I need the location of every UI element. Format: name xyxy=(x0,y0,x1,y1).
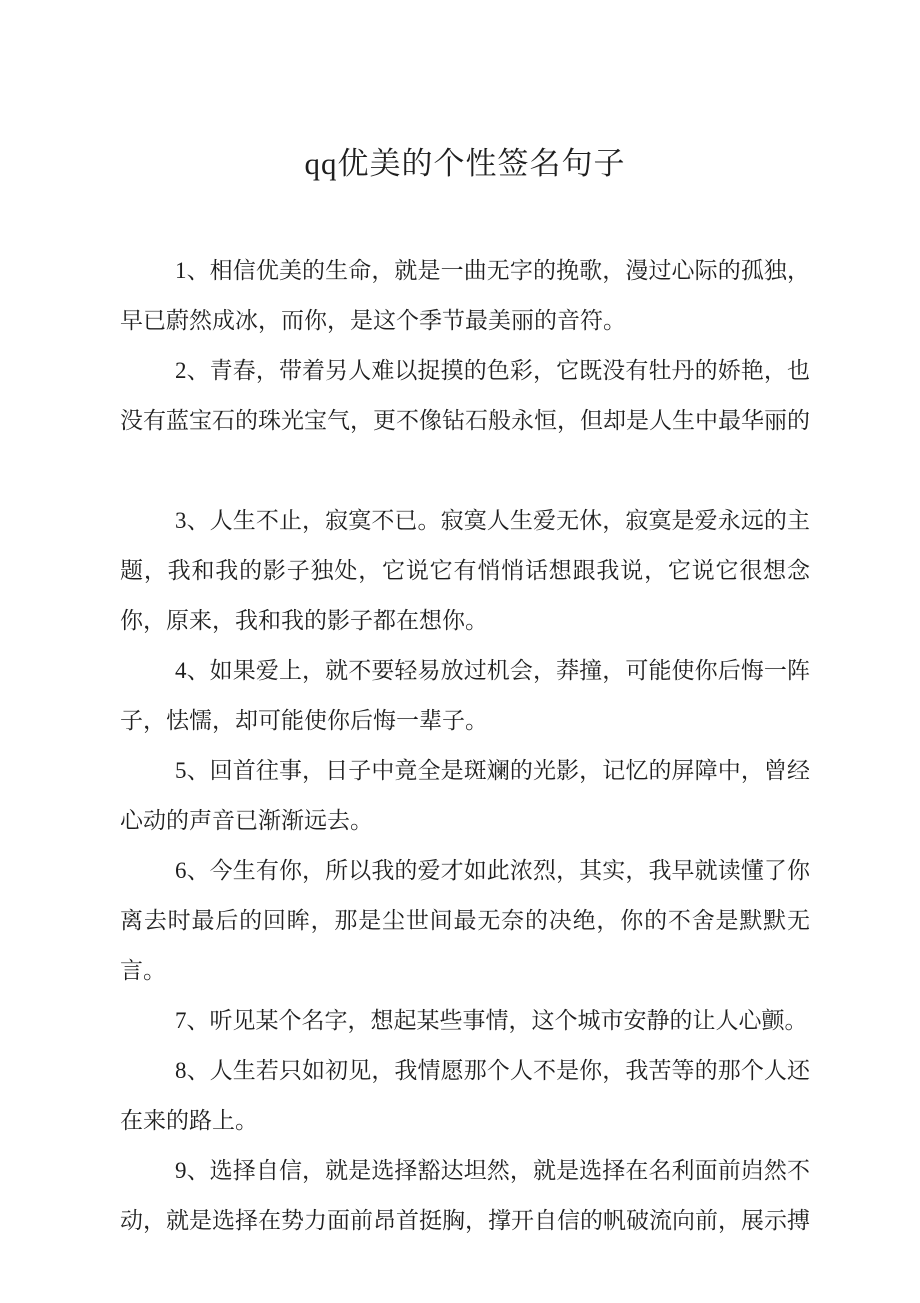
paragraph: 7、听见某个名字，想起某些事情，这个城市安静的让人心颤。 xyxy=(175,1008,808,1033)
paragraph: 2、青春，带着另人难以捉摸的色彩，它既没有牡丹的娇艳，也没有蓝宝石的珠光宝气，更不像钻石般永恒，但却是人生中最华丽的 xyxy=(120,358,810,433)
document-title: qq优美的个性签名句子 xyxy=(304,146,626,181)
paragraph: 3、人生不止，寂寞不已。寂寞人生爱无休，寂寞是爱永远的主题，我和我的影子独处，它说它有悄悄话想跟我说，它说它很想念你，原来，我和我的影子都在想你。 xyxy=(120,508,810,633)
document-content xyxy=(120,142,810,1246)
paragraph-list xyxy=(120,246,810,1246)
paragraph: 8、人生若只如初见，我情愿那个人不是你，我苦等的那个人还在来的路上。 xyxy=(120,1058,810,1133)
paragraph: 9、选择自信，就是选择豁达坦然，就是选择在名利面前岿然不动，就是选择在势力面前昂首挺胸，撑开自信的帆破流向前，展示搏 xyxy=(120,1158,810,1233)
paragraph: 1、相信优美的生命，就是一曲无字的挽歌，漫过心际的孤独，早已蔚然成冰，而你，是这个季节最美丽的音符。 xyxy=(120,258,810,333)
paragraph: 6、今生有你，所以我的爱才如此浓烈，其实，我早就读懂了你离去时最后的回眸，那是尘世间最无奈的决绝，你的不舍是默默无言。 xyxy=(120,858,810,983)
paragraph: 5、回首往事，日子中竟全是斑斓的光影，记忆的屏障中，曾经心动的声音已渐渐远去。 xyxy=(120,758,810,833)
blank-line xyxy=(120,446,810,496)
paragraph: 4、如果爱上，就不要轻易放过机会，莽撞，可能使你后悔一阵子，怯懦，却可能使你后悔一辈子。 xyxy=(120,658,810,733)
